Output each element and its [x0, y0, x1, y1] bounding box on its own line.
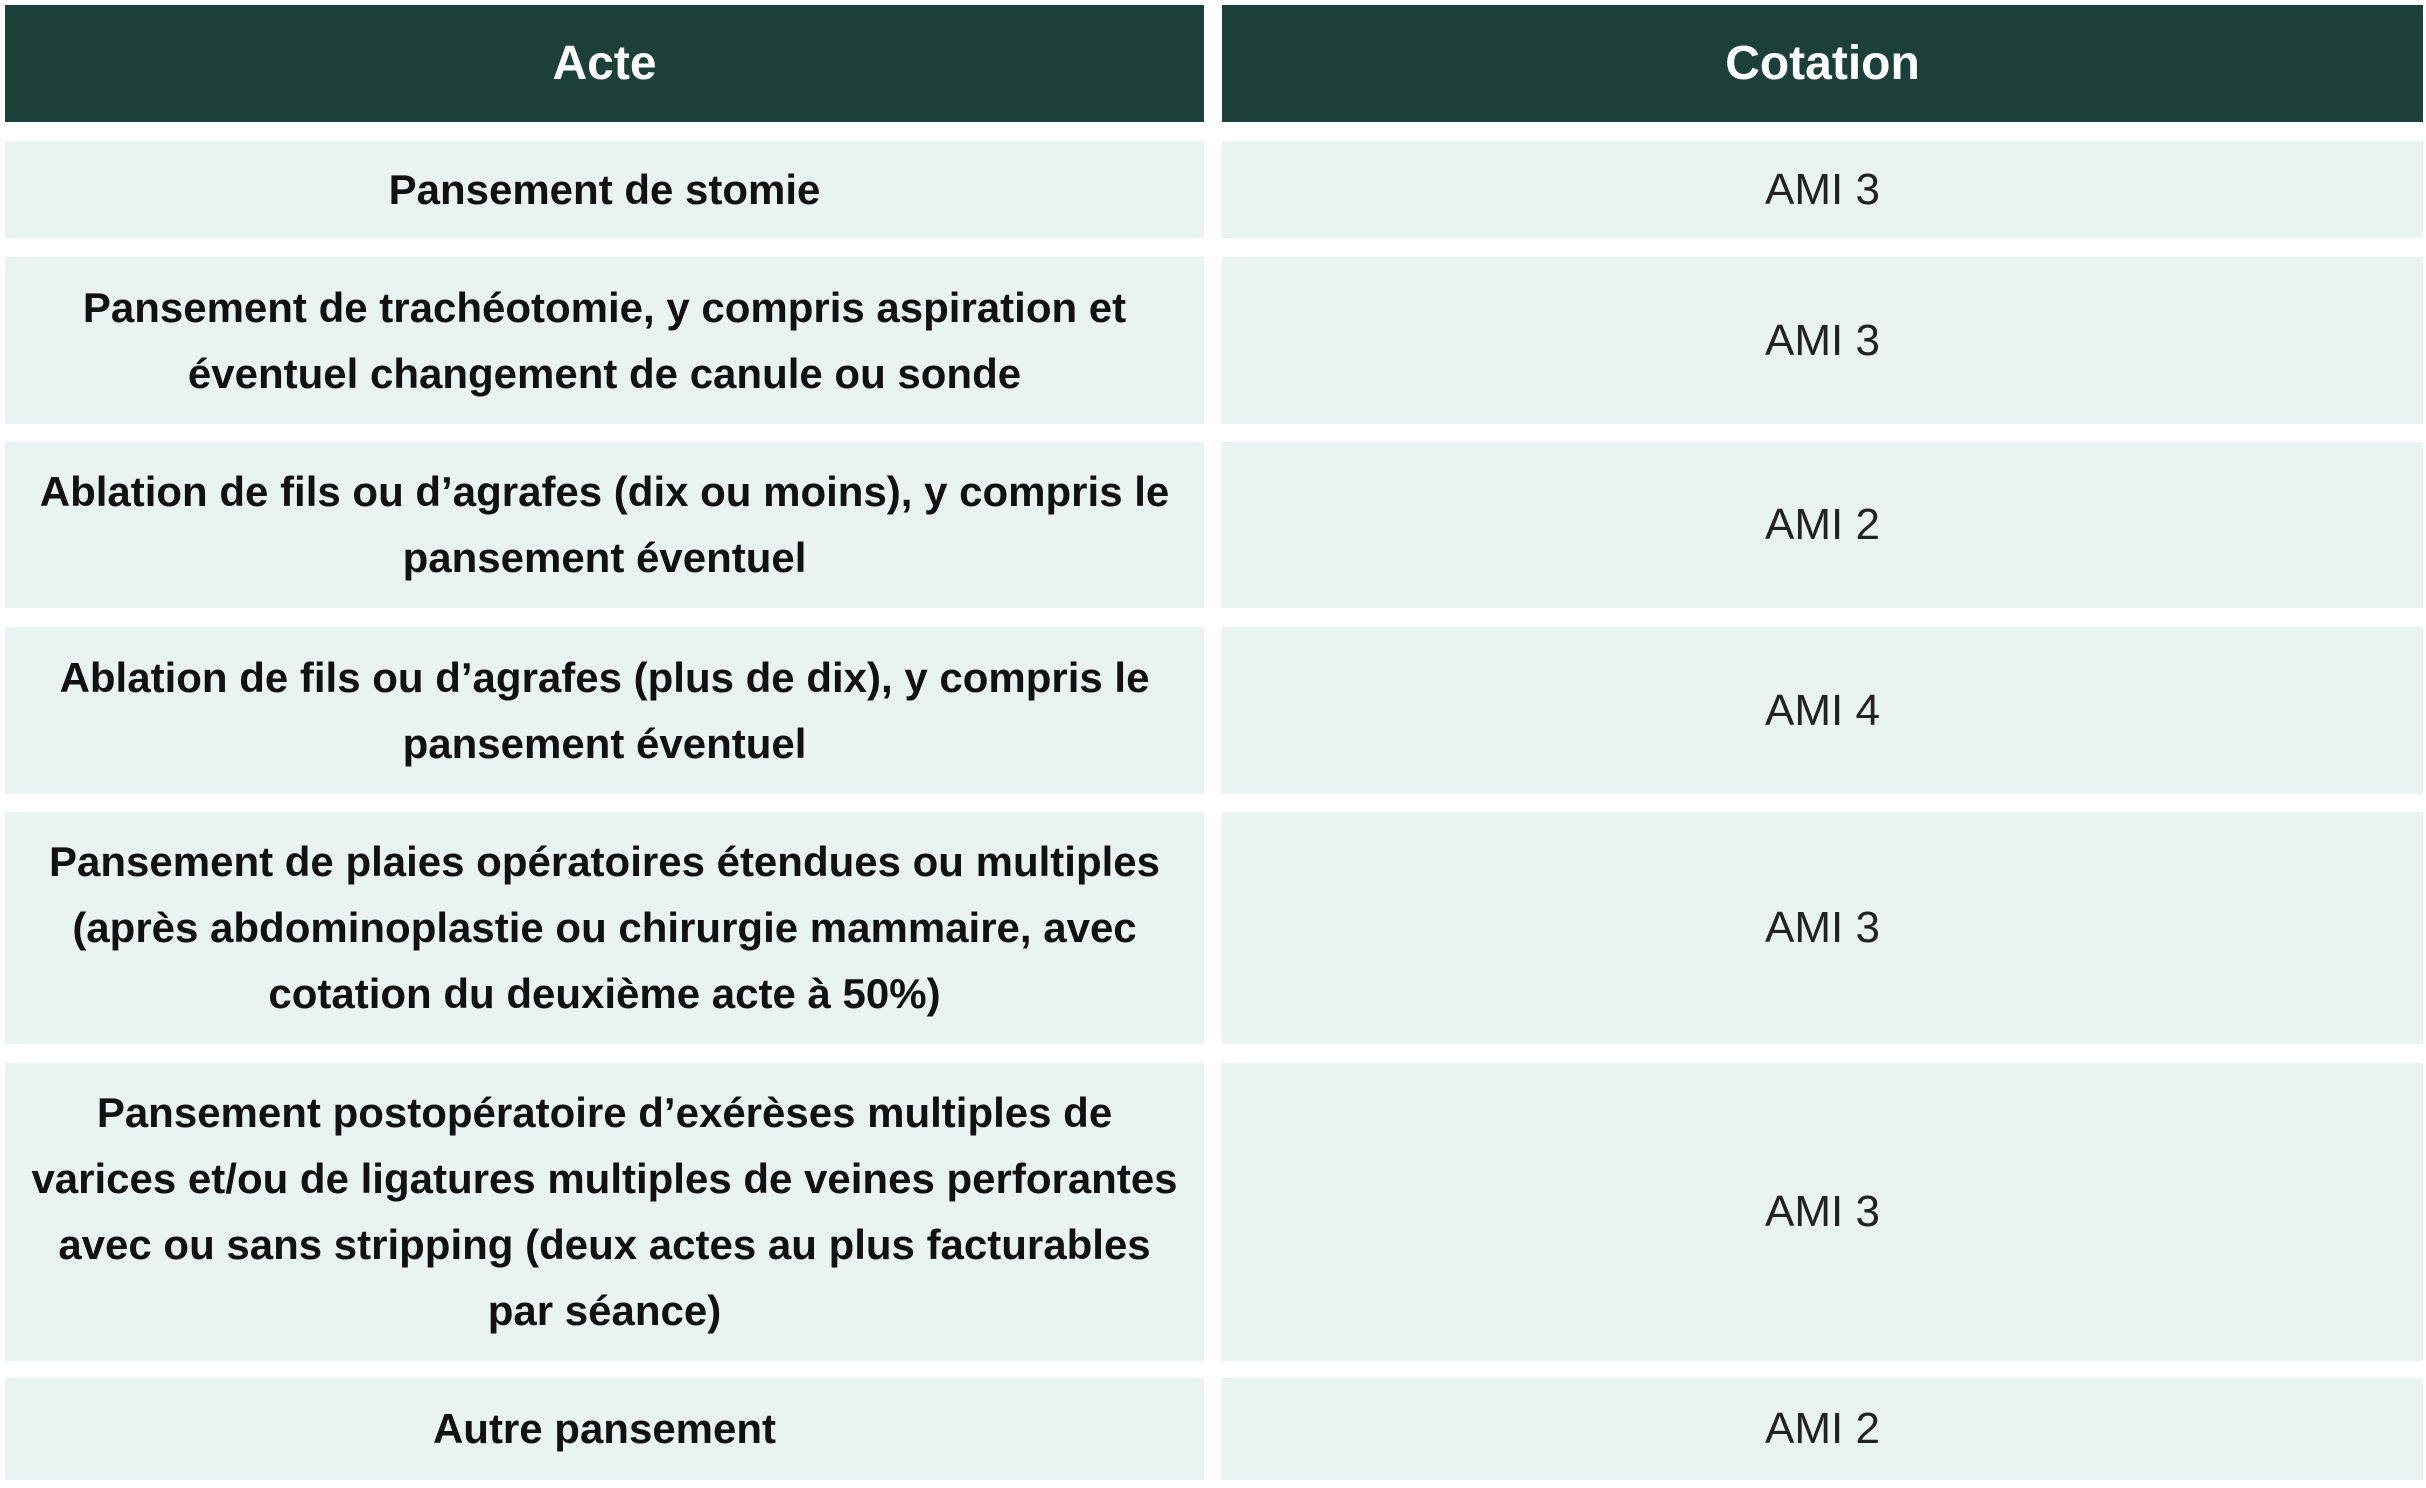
row-cotation: AMI 2	[1222, 442, 2423, 608]
row-cotation: AMI 3	[1222, 257, 2423, 424]
row-cotation: AMI 3	[1222, 141, 2423, 238]
row-acte: Ablation de fils ou d’agrafes (plus de dix), y compris le pansement éventuel	[5, 627, 1204, 794]
row-acte: Pansement de trachéotomie, y compris aspiration et éventuel changement de canule ou sonde	[5, 257, 1204, 424]
row-cotation: AMI 3	[1222, 812, 2423, 1044]
row-cotation: AMI 4	[1222, 627, 2423, 794]
row-acte: Pansement de stomie	[5, 141, 1204, 238]
row-acte: Ablation de fils ou d’agrafes (dix ou moins), y compris le pansement éventuel	[5, 442, 1204, 608]
row-acte: Autre pansement	[5, 1378, 1204, 1480]
row-cotation: AMI 2	[1222, 1378, 2423, 1480]
header-cotation: Cotation	[1222, 5, 2423, 122]
row-cotation: AMI 3	[1222, 1063, 2423, 1361]
row-acte: Pansement de plaies opératoires étendues ou multiples (après abdominoplastie ou chirurgie mammaire, avec cotation du deuxième acte à 50%)	[5, 812, 1204, 1044]
row-acte: Pansement postopératoire d’exérèses multiples de varices et/ou de ligatures multiples de veines perforantes avec ou sans stripping (deux actes au plus facturables par séance)	[5, 1063, 1204, 1361]
header-acte: Acte	[5, 5, 1204, 122]
